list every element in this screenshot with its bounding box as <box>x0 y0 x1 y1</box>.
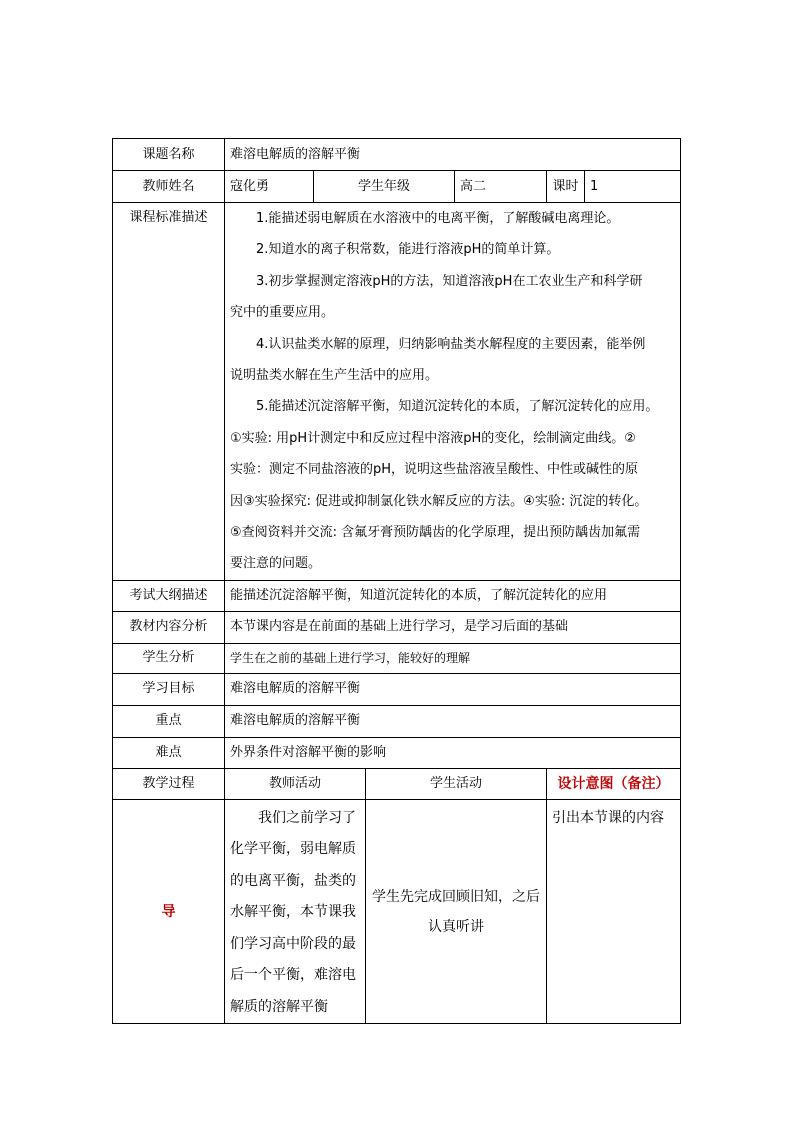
standards-line: 因③实验探究: 促进或抑制氯化铁水解反应的方法。④实验: 沉淀的转化。 <box>230 493 648 509</box>
teacher-row <box>113 171 681 203</box>
grade-label: 学生年级 <box>314 171 455 203</box>
grade-value: 高二 <box>455 171 547 203</box>
standards-row <box>113 203 681 581</box>
teacher-activity-header: 教师活动 <box>225 768 366 799</box>
standards-line: 5.能描述沉淀溶解平衡，知道沉淀转化的本质，了解沉淀转化的应用。 <box>256 399 659 415</box>
student-analysis-value: 学生在之前的基础上进行学习，能较好的理解 <box>225 643 681 673</box>
title-value: 难溶电解质的溶解平衡 <box>225 139 681 171</box>
difficulty-value: 外界条件对溶解平衡的影响 <box>225 737 681 768</box>
goal-value: 难溶电解质的溶解平衡 <box>225 673 681 705</box>
lesson-plan-table <box>112 138 681 1024</box>
key-point-value: 难溶电解质的溶解平衡 <box>225 705 681 737</box>
hours-value: 1 <box>585 171 681 203</box>
student-analysis-label: 学生分析 <box>113 643 225 673</box>
goal-label: 学习目标 <box>113 673 225 705</box>
teacher-label: 教师姓名 <box>113 171 225 203</box>
standards-line: ⑤查阅资料并交流: 含氟牙膏预防龋齿的化学原理，提出预防龋齿加氟需 <box>230 525 641 541</box>
teacher-value: 寇化勇 <box>225 171 314 203</box>
student-analysis-row <box>113 643 681 673</box>
difficulty-label: 难点 <box>113 737 225 768</box>
teacher-activity-cell: 我们之前学习了化学平衡，弱电解质的电离平衡，盐类的水解平衡，本节课我们学习高中阶段的最后一个平衡，难溶电解质的溶解平衡 <box>225 799 366 1024</box>
key-point-label: 重点 <box>113 705 225 737</box>
title-label: 课题名称 <box>113 139 225 171</box>
standards-line: 实验：测定不同盐溶液的pH，说明这些盐溶液呈酸性、中性或碱性的原 <box>230 462 639 478</box>
standards-content <box>225 203 681 581</box>
standards-line: 究中的重要应用。 <box>230 305 335 321</box>
process-header-row <box>113 768 681 799</box>
key-point-row <box>113 705 681 737</box>
standards-line: 4.认识盐类水解的原理，归纳影响盐类水解程度的主要因素，能举例 <box>256 336 646 352</box>
exam-label: 考试大纲描述 <box>113 580 225 611</box>
textbook-label: 教材内容分析 <box>113 611 225 643</box>
process-header: 教学过程 <box>113 768 225 799</box>
stage-label: 导 <box>113 799 225 1024</box>
exam-row <box>113 580 681 611</box>
exam-value: 能描述沉淀溶解平衡，知道沉淀转化的本质，了解沉淀转化的应用 <box>225 580 681 611</box>
standards-label: 课程标准描述 <box>113 203 225 581</box>
difficulty-row <box>113 737 681 768</box>
goal-row <box>113 673 681 705</box>
student-activity-header: 学生活动 <box>366 768 547 799</box>
standards-line: 2.知道水的离子积常数，能进行溶液pH的简单计算。 <box>256 242 560 258</box>
standards-line: 1.能描述弱电解质在水溶液中的电离平衡，了解酸碱电离理论。 <box>256 211 620 226</box>
design-intent-cell: 引出本节课的内容 <box>547 799 681 1024</box>
process-row <box>113 799 681 1024</box>
student-activity-cell: 学生先完成回顾旧知，之后认真听讲 <box>366 799 547 1024</box>
standards-line: 3.初步掌握测定溶液pH的方法，知道溶液pH在工农业生产和科学研 <box>256 273 643 289</box>
standards-line: ①实验: 用pH计测定中和反应过程中溶液pH的变化，绘制滴定曲线。② <box>230 430 636 446</box>
textbook-row <box>113 611 681 643</box>
standards-line: 要注意的问题。 <box>230 556 322 572</box>
hours-label: 课时 <box>547 171 585 203</box>
title-row <box>113 139 681 171</box>
standards-line: 说明盐类水解在生产生活中的应用。 <box>230 368 439 384</box>
textbook-value: 本节课内容是在前面的基础上进行学习，是学习后面的基础 <box>225 611 681 643</box>
design-intent-header: 设计意图（备注） <box>547 768 681 799</box>
